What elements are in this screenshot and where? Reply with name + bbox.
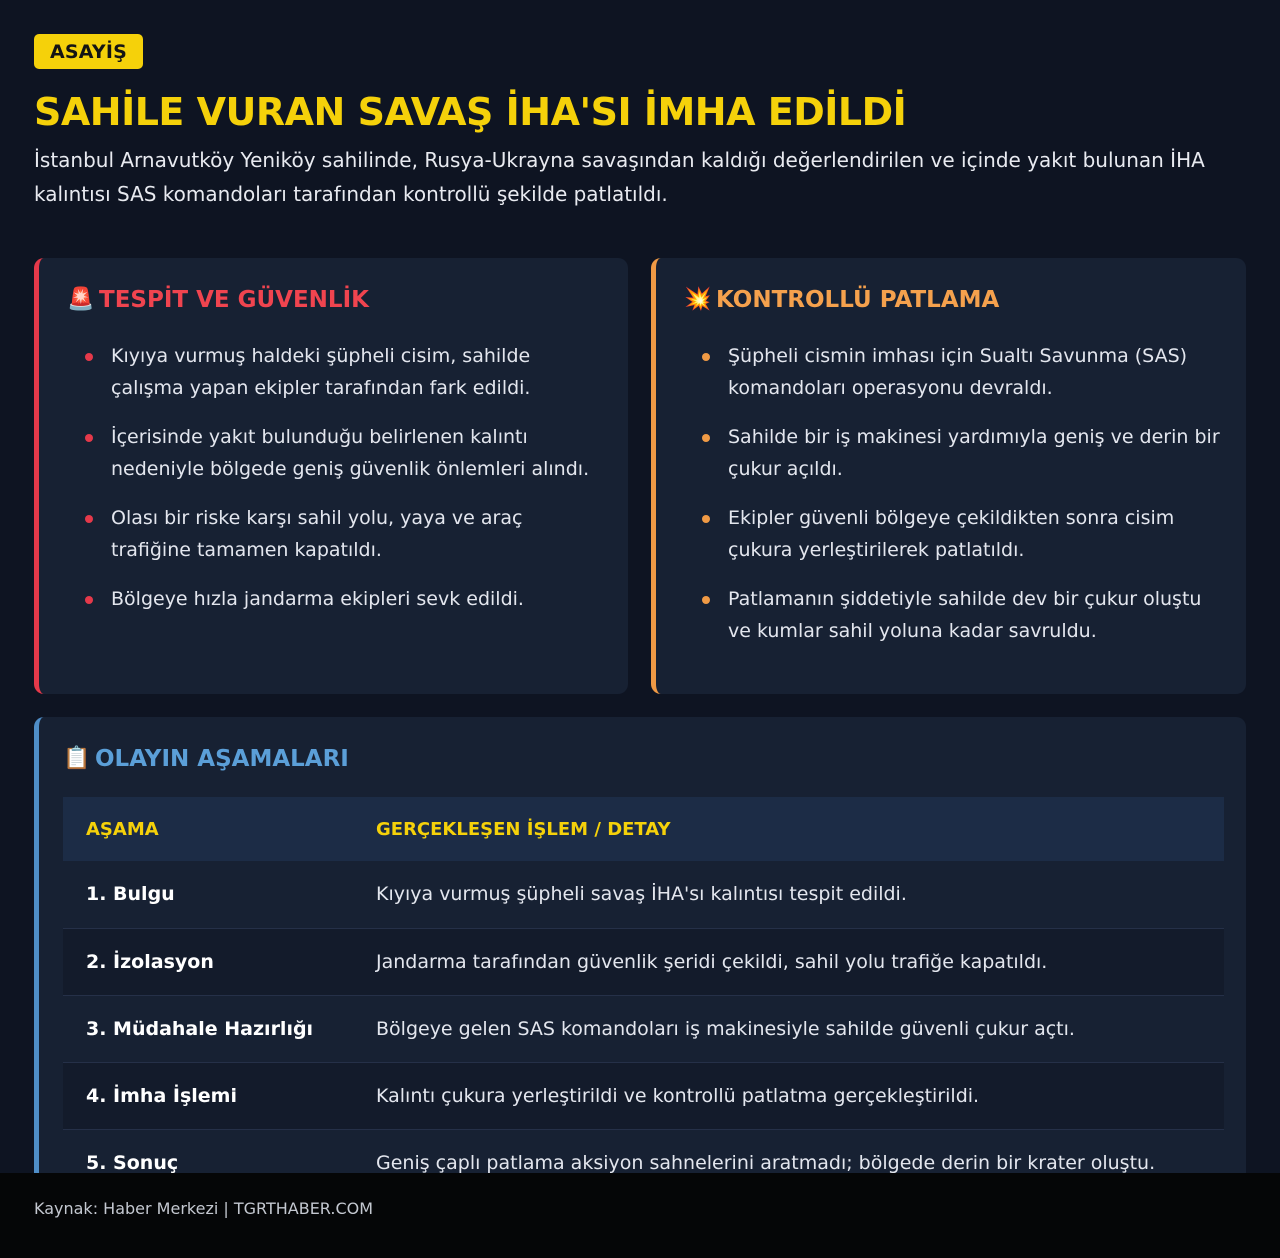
infographic (34, 34, 1246, 1174)
list-item: Sahilde bir iş makinesi yardımıyla geniş ve derin bir çukur açıldı. (728, 421, 1220, 485)
detection-list (67, 340, 602, 615)
list-item: Patlamanın şiddetiyle sahilde dev bir çukur oluştu ve kumlar sahil yoluna kadar savruldu. (728, 583, 1220, 647)
column-header-detail: GERÇEKLEŞEN İŞLEM / DETAY (376, 818, 671, 840)
stages-table (63, 797, 1224, 1197)
clipboard-icon: 📋 (63, 746, 91, 771)
table-row (63, 1062, 1224, 1129)
source-text: Kaynak: Haber Merkezi | TGRTHABER.COM (34, 1199, 374, 1218)
card-title-text: TESPİT VE GÜVENLİK (99, 287, 369, 313)
list-item: İçerisinde yakıt bulunduğu belirlenen kalıntı nedeniyle bölgede geniş güvenlik önlemleri alındı. (111, 421, 602, 485)
explosion-icon: 💥 (684, 287, 712, 312)
page-title: SAHİLE VURAN SAVAŞ İHA'SI İMHA EDİLDİ (34, 90, 907, 134)
card-controlled-explosion (651, 258, 1246, 694)
stage-cell: 2. İzolasyon (63, 928, 353, 995)
detail-cell: Kalıntı çukura yerleştirildi ve kontrollü patlatma gerçekleştirildi. (353, 1062, 1224, 1129)
list-item: Olası bir riske karşı sahil yolu, yaya ve araç trafiğine tamamen kapatıldı. (111, 502, 602, 566)
info-cards (34, 258, 1246, 694)
table-row (63, 861, 1224, 928)
stage-cell: 3. Müdahale Hazırlığı (63, 995, 353, 1062)
list-item: Kıyıya vurmuş haldeki şüpheli cisim, sahilde çalışma yapan ekipler tarafından fark edildi. (111, 340, 602, 404)
stages-title (63, 741, 1224, 777)
stage-cell: 5. Sonuç (63, 1129, 353, 1196)
card-title-explosion (684, 282, 1220, 318)
table-row (63, 928, 1224, 995)
list-item: Ekipler güvenli bölgeye çekildikten sonra cisim çukura yerleştirilerek patlatıldı. (728, 502, 1220, 566)
stage-cell: 1. Bulgu (63, 861, 353, 928)
stages-section (34, 717, 1246, 1237)
detail-cell: Jandarma tarafından güvenlik şeridi çekildi, sahil yolu trafiğe kapatıldı. (353, 928, 1224, 995)
lead-text: İstanbul Arnavutköy Yeniköy sahilinde, Rusya-Ukrayna savaşından kaldığı değerlendirilen ve içinde yakıt bulunan İHA kalıntısı SAS komandoları tarafından kontrollü şekilde patlatıldı. (34, 148, 1205, 206)
detail-cell: Bölgeye gelen SAS komandoları iş makinesiyle sahilde güvenli çukur açtı. (353, 995, 1224, 1062)
siren-icon: 🚨 (67, 287, 95, 312)
list-item: Bölgeye hızla jandarma ekipleri sevk edildi. (111, 583, 602, 615)
card-title-detection (67, 282, 602, 318)
card-detection-security (34, 258, 628, 694)
category-badge: ASAYİŞ (34, 34, 143, 69)
detail-cell: Geniş çaplı patlama aksiyon sahnelerini aratmadı; bölgede derin bir krater oluştu. (353, 1129, 1224, 1196)
card-title-text: KONTROLLÜ PATLAMA (716, 287, 1000, 313)
list-item: Şüpheli cismin imhası için Sualtı Savunma (SAS) komandoları operasyonu devraldı. (728, 340, 1220, 404)
column-header-stage: AŞAMA (86, 818, 159, 840)
explosion-list (684, 340, 1220, 647)
stage-cell: 4. İmha İşlemi (63, 1062, 353, 1129)
footer (0, 1173, 1280, 1258)
stages-title-text: OLAYIN AŞAMALARI (95, 746, 349, 772)
table-header-row (63, 797, 1224, 861)
detail-cell: Kıyıya vurmuş şüpheli savaş İHA'sı kalıntısı tespit edildi. (353, 861, 1224, 928)
table-row (63, 995, 1224, 1062)
